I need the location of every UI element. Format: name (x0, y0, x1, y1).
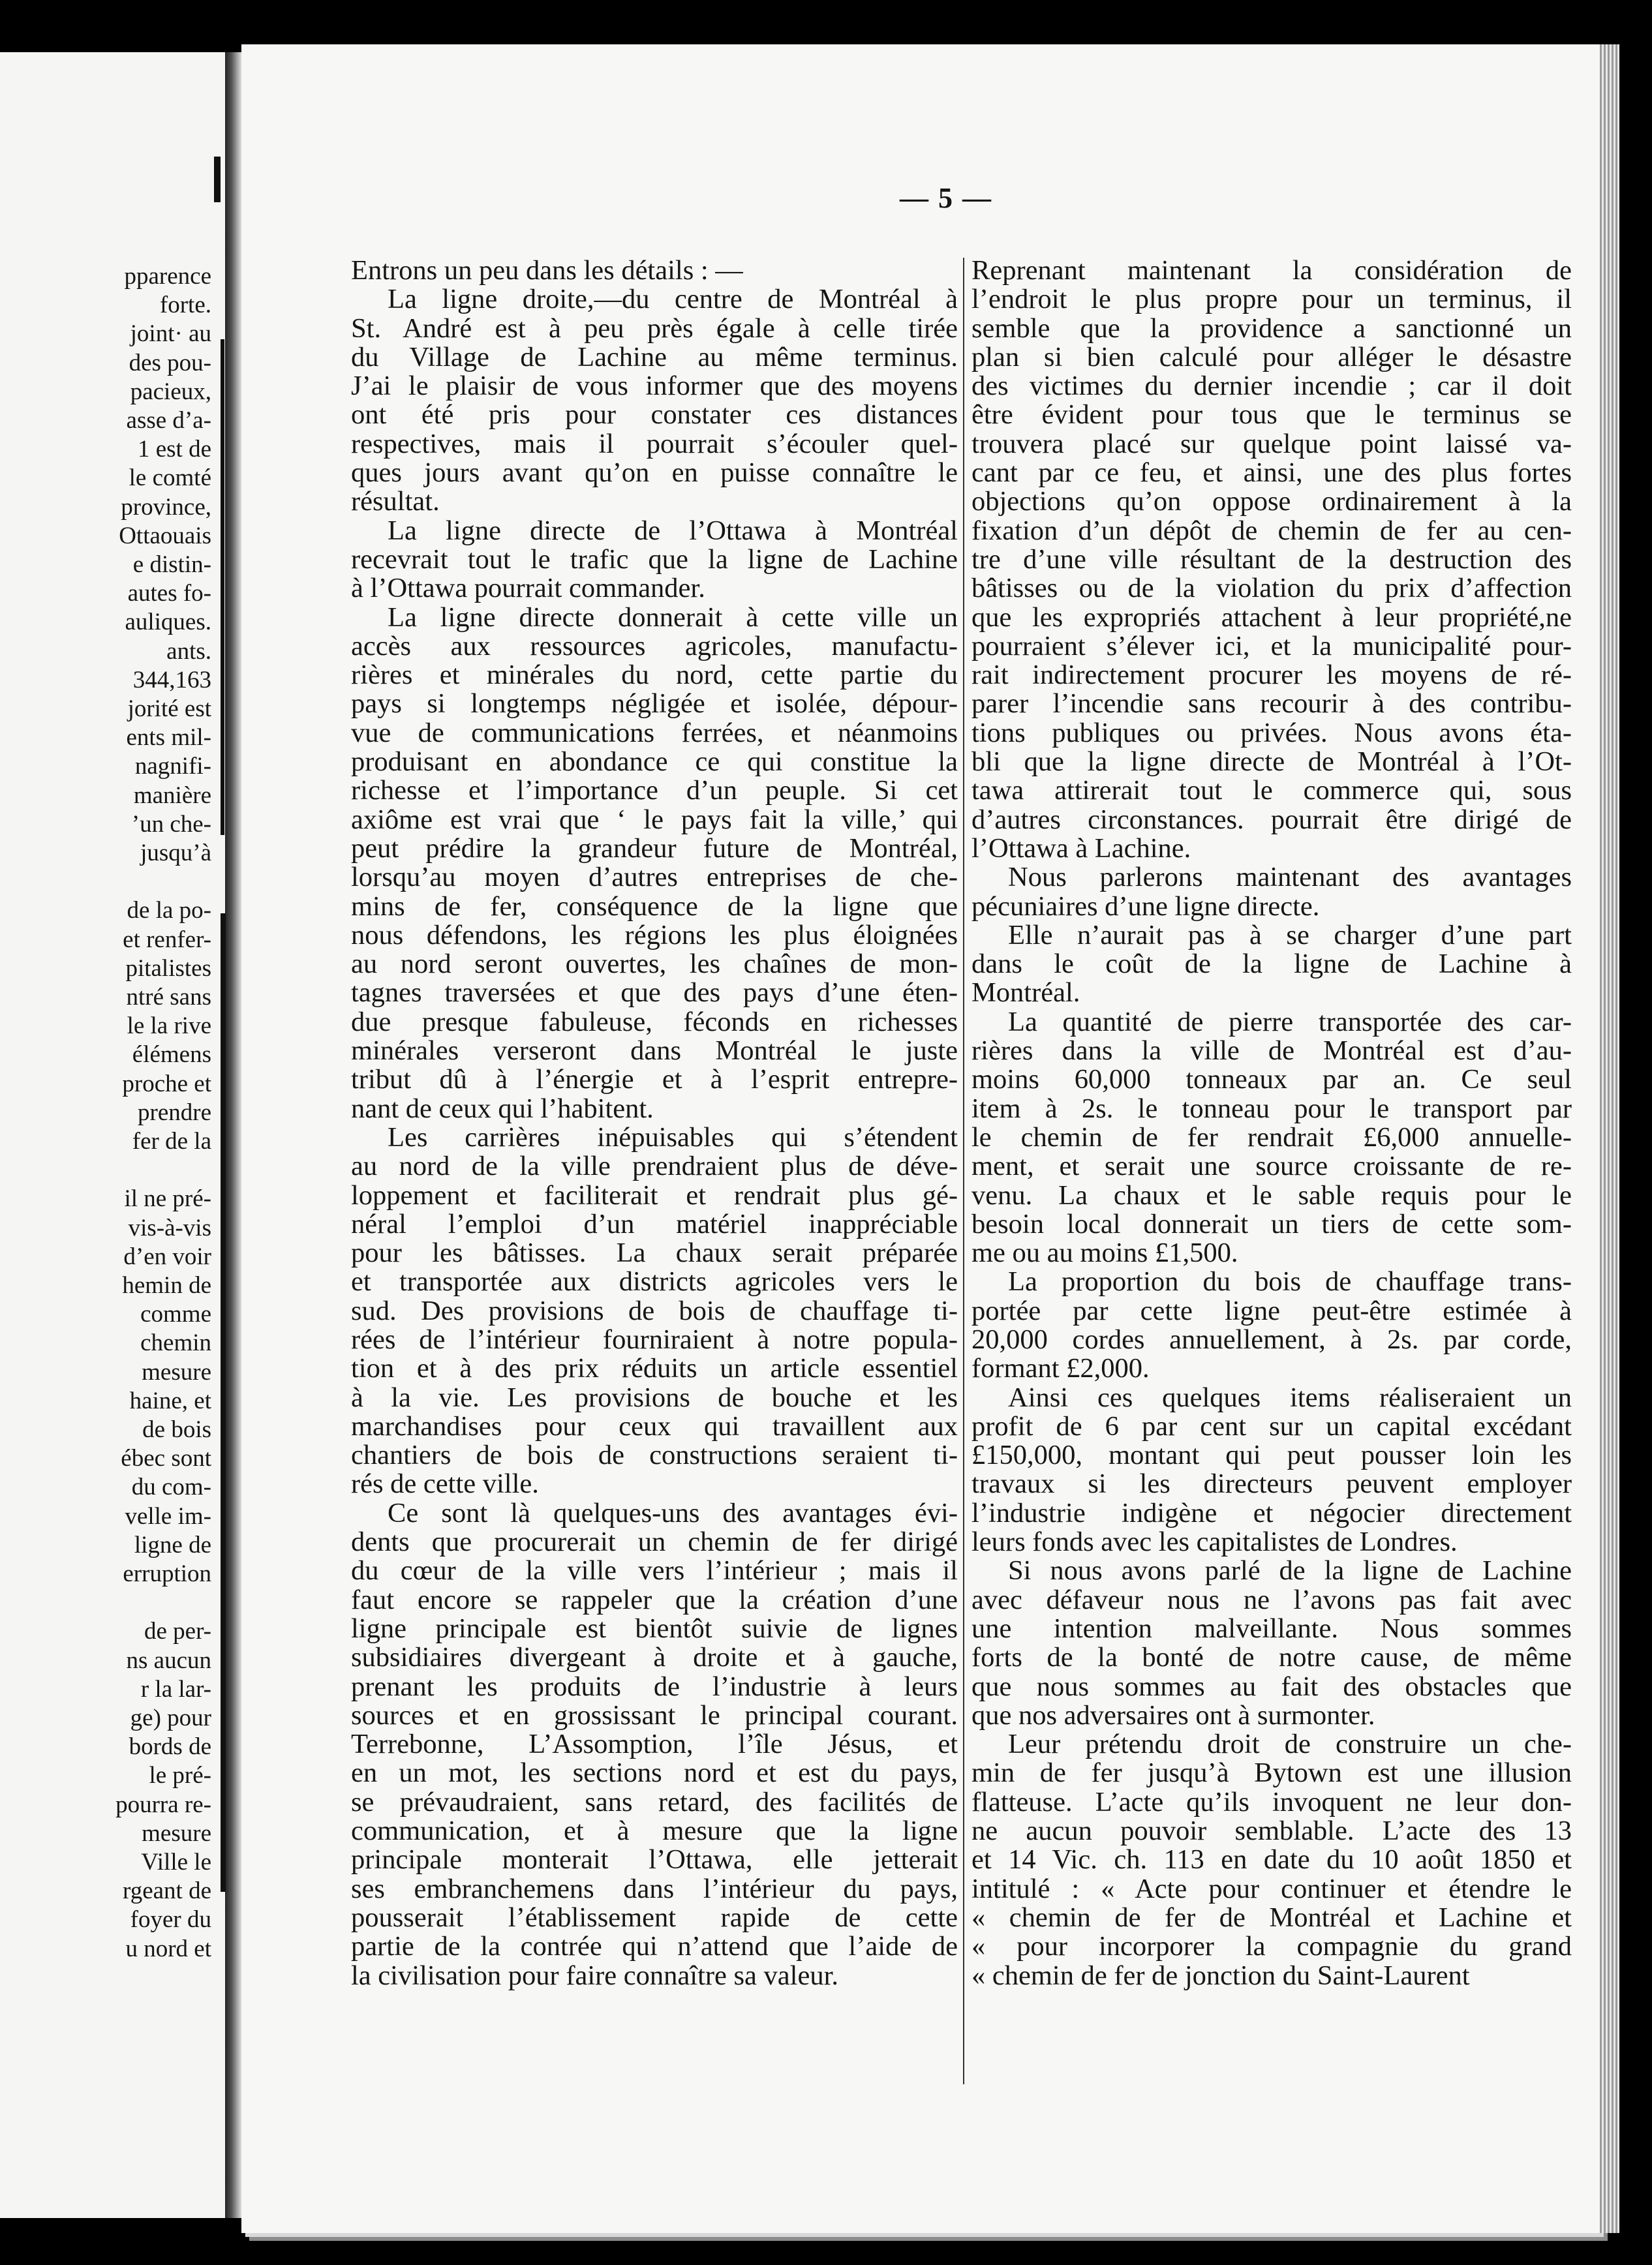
text-line: avec défaveur nous ne l’avons pas fait avec (971, 1585, 1572, 1615)
text-line: être évident pour tous que le terminus se (971, 401, 1572, 430)
fragment-line: hemin de (122, 1272, 211, 1299)
facing-page-fragment (0, 52, 225, 2218)
fragment-line: du com- (131, 1474, 211, 1501)
text-line: rés de cette ville. (351, 1470, 539, 1499)
text-line: min de fer jusqu’à Bytown est une illusion (971, 1759, 1572, 1788)
fragment-line: ntré sans (126, 984, 211, 1011)
text-line: prenant les produits de l’industrie à leurs (351, 1672, 958, 1701)
fragment-line: 1 est de (137, 436, 211, 463)
left-column (351, 256, 958, 1990)
text-line: moins 60,000 tonneaux par an. Ce seul (971, 1065, 1572, 1095)
text-line: vue de communications ferrées, et néanmoins (351, 718, 958, 748)
text-line: Entrons un peu dans les détails : — (351, 256, 743, 286)
text-line: « chemin de fer de Montréal et Lachine et (971, 1903, 1572, 1933)
text-line: ques jours avant qu’on en puisse connaître le (351, 459, 958, 488)
fragment-line: haine, et (129, 1387, 211, 1414)
fragment-line: pacieux, (130, 378, 211, 405)
fragment-line: ’un che- (131, 810, 211, 838)
fragment-line: et renfer- (123, 926, 211, 953)
text-line: travaux si les directeurs peuvent employer (971, 1470, 1572, 1499)
text-line: Ce sont là quelques-uns des avantages évi- (388, 1498, 958, 1528)
fragment-line: Ottaouais (119, 522, 211, 549)
text-line: accès aux ressources agricoles, manufactu- (351, 631, 958, 661)
fragment-line: e distin- (132, 551, 211, 578)
text-line: principale monterait l’Ottawa, elle jetterait (351, 1846, 958, 1875)
fragment-line: foyer du (130, 1906, 211, 1934)
text-line: lorsqu’au moyen d’autres entreprises de che- (351, 863, 958, 892)
text-line: au nord de la ville prendraient plus de déve- (351, 1152, 958, 1181)
text-line: Ainsi ces quelques items réaliseraient un (1008, 1383, 1572, 1412)
text-line: nant de ceux qui l’habitent. (351, 1094, 654, 1123)
text-line: objections qu’on oppose ordinairement à la (971, 487, 1572, 517)
fragment-line: élémens (132, 1041, 211, 1069)
text-line: ment, et serait une source croissante de re- (971, 1152, 1572, 1181)
page-edges (1600, 44, 1619, 2233)
text-line: nous défendons, les régions les plus éloignées (351, 920, 958, 950)
text-line: le chemin de fer rendrait £6,000 annuelle- (971, 1123, 1572, 1153)
text-line: rait indirectement procurer les moyens de ré- (971, 661, 1572, 690)
text-line: à l’Ottawa pourrait commander. (351, 574, 705, 603)
text-line: plan si bien calculé pour alléger le désastre (971, 342, 1572, 372)
binding-thread (221, 913, 226, 1892)
fragment-line: prendre (138, 1099, 211, 1126)
text-line: que les expropriés attachent à leur propriété,ne (971, 603, 1572, 632)
text-line: J’ai le plaisir de vous informer que des moyens (351, 372, 958, 401)
text-line: respectives, mais il pourrait s’écouler quel- (351, 429, 958, 459)
fragment-line: Ville le (141, 1849, 211, 1876)
text-line: l’industrie indigène et négocier directement (971, 1498, 1572, 1528)
text-line: item à 2s. le tonneau pour le transport par (971, 1094, 1572, 1123)
fragment-line: ants. (166, 637, 211, 665)
fragment-line: il ne pré- (124, 1185, 211, 1213)
fragment-line: auliques. (125, 609, 211, 636)
fragment-line: vis-à-vis (128, 1214, 211, 1241)
fragment-line: pparence (124, 263, 211, 290)
text-line: me ou au moins £1,500. (971, 1239, 1238, 1268)
text-line: tions publiques ou privées. Nous avons éta- (971, 718, 1572, 748)
text-line: parer l’incendie sans recourir à des contribu- (971, 690, 1572, 719)
text-line: dans le coût de la ligne de Lachine à (971, 950, 1572, 979)
fragment-line: joint· au (130, 320, 211, 348)
fragment-line: le comté (129, 464, 211, 492)
text-line: bâtisses ou de la violation du prix d’affection (971, 574, 1572, 603)
text-line: tion et à des prix réduits un article essentiel (351, 1354, 958, 1384)
text-line: sources et en grossissant le principal courant. (351, 1701, 958, 1731)
fragment-line: erruption (123, 1560, 211, 1587)
text-line: une intention malveillante. Nous sommes (971, 1614, 1572, 1644)
fragment-line: asse d’a- (126, 407, 211, 434)
binding-thread (214, 157, 221, 202)
text-line: tawa attirerait tout le commerce qui, sous (971, 776, 1572, 806)
text-line: du Village de Lachine au même terminus. (351, 342, 958, 372)
fragment-line: pourra re- (115, 1791, 211, 1818)
text-line: faut encore se rappeler que la création d’une (351, 1585, 958, 1615)
fragment-line: ébec sont (121, 1445, 211, 1472)
text-line: La proportion du bois de chauffage trans- (1008, 1268, 1572, 1297)
text-line: tre d’une ville résultant de la destruction des (971, 545, 1572, 575)
fragment-line: jusqu’à (140, 840, 211, 866)
fragment-line: de per- (144, 1618, 211, 1645)
text-line: communication, et à mesure que la ligne (351, 1817, 958, 1846)
text-line: en un mot, les sections nord et est du pays, (351, 1759, 958, 1788)
text-line: semble que la providence a sanctionné un (971, 314, 1572, 343)
text-line: portée par cette ligne peut-être estimée à (971, 1296, 1572, 1326)
text-line: et transportée aux districts agricoles vers le (351, 1268, 958, 1297)
text-line: Terrebonne, L’Assomption, l’île Jésus, et (351, 1730, 958, 1759)
text-line: loppement et faciliterait et rendrait plus gé- (351, 1181, 958, 1210)
fragment-line: bords de (129, 1733, 211, 1761)
fragment-line: d’en voir (123, 1243, 211, 1270)
text-line: chantiers de bois de constructions seraient ti- (351, 1441, 958, 1470)
text-line: Nous parlerons maintenant des avantages (1008, 863, 1572, 892)
text-line: rières dans la ville de Montréal est d’au- (971, 1037, 1572, 1066)
text-line: ont été pris pour constater ces distances (351, 401, 958, 430)
text-line: à la vie. Les provisions de bouche et les (351, 1383, 958, 1412)
fragment-line: u nord et (125, 1935, 211, 1962)
fragment-line: pitalistes (125, 954, 211, 982)
right-column (971, 256, 1572, 1990)
fragment-line: proche et (122, 1070, 211, 1097)
fragment-line: fer de la (132, 1128, 211, 1155)
fragment-line: autes fo- (127, 580, 211, 607)
fragment-line: ligne de (134, 1531, 211, 1558)
fragment-line: mesure (142, 1358, 211, 1386)
text-line: sud. Des provisions de bois de chauffage ti- (351, 1296, 958, 1326)
fragment-line: 344,163 (132, 666, 211, 693)
fragment-line: jorité est (127, 695, 211, 722)
text-line: que nos adversaires ont à surmonter. (971, 1701, 1375, 1731)
text-line: cant par ce feu, et ainsi, une des plus fortes (971, 459, 1572, 488)
fragment-line: ge) pour (130, 1705, 211, 1731)
text-line: l’endroit le plus propre pour un terminus, il (971, 285, 1572, 314)
text-line: fixation d’un dépôt de chemin de fer au cen- (971, 516, 1572, 545)
fragment-line: nagnifi- (134, 753, 211, 780)
text-line: axiôme est vrai que ‘ le pays fait la ville,’ qui (351, 805, 958, 834)
text-line: « pour incorporer la compagnie du grand (971, 1932, 1572, 1962)
text-line: se prévaudraient, sans retard, des facilités de (351, 1787, 958, 1817)
text-line: ne aucun pouvoir semblable. L’acte des 13 (971, 1817, 1572, 1846)
text-line: tribut dû à l’énergie et à l’esprit entrepre- (351, 1065, 958, 1095)
text-line: pays si longtemps négligée et isolée, dépour- (351, 690, 958, 719)
binding-thread (221, 339, 224, 835)
text-line: £150,000, montant qui peut pousser loin les (971, 1441, 1572, 1470)
text-line: La quantité de pierre transportée des car- (1008, 1007, 1572, 1037)
text-line: leurs fonds avec les capitalistes de Londres. (971, 1528, 1458, 1557)
text-line: minérales verseront dans Montréal le juste (351, 1037, 958, 1066)
column-rule (963, 258, 964, 2084)
fragment-line: forte. (159, 292, 211, 319)
text-line: trouvera placé sur quelque point laissé va- (971, 429, 1572, 459)
text-line: ligne principale est bientôt suivie de lignes (351, 1614, 958, 1644)
fragment-line: ns aucun (126, 1647, 211, 1674)
text-line: intitulé : « Acte pour continuer et étendre le (971, 1874, 1572, 1904)
text-line: recevrait tout le trafic que la ligne de Lachine (351, 545, 958, 575)
text-line: « chemin de fer de jonction du Saint-Laurent (971, 1961, 1470, 1990)
text-line: rées de l’intérieur fourniraient à notre popula- (351, 1325, 958, 1355)
text-line: pousserait l’établissement rapide de cette (351, 1903, 958, 1933)
text-line: forts de la bonté de notre cause, de même (971, 1643, 1572, 1673)
text-line: marchandises pour ceux qui travaillent aux (351, 1412, 958, 1442)
text-line: Reprenant maintenant la considération de (971, 256, 1572, 286)
text-line: bli que la ligne directe de Montréal à l’Ot- (971, 748, 1572, 777)
text-line: Leur prétendu droit de construire un che- (1008, 1730, 1572, 1759)
text-line: ses embranchemens dans l’intérieur du pays, (351, 1874, 958, 1904)
text-line: subsidiaires divergeant à droite et à gauche, (351, 1643, 958, 1673)
fragment-line: ents mil- (126, 724, 211, 752)
text-line: produisant en abondance ce qui constitue la (351, 748, 958, 777)
fragment-line: chemin (140, 1330, 211, 1357)
text-line: La ligne directe donnerait à cette ville un (388, 603, 958, 632)
text-line: néral l’emploi d’un matériel inappréciable (351, 1209, 958, 1239)
fragment-line: mesure (142, 1819, 211, 1847)
page-number: — 5 — (900, 182, 992, 214)
text-line: profit de 6 par cent sur un capital excédant (971, 1412, 1572, 1442)
fragment-line: province, (121, 493, 211, 521)
text-line: pour les bâtisses. La chaux serait préparée (351, 1239, 958, 1268)
fragment-line: comme (140, 1301, 211, 1328)
text-line: richesse et l’importance d’un peuple. Si cet (351, 776, 958, 806)
text-line: Si nous avons parlé de la ligne de Lachine (1008, 1557, 1572, 1586)
text-line: l’Ottawa à Lachine. (971, 834, 1191, 864)
text-line: venu. La chaux et le sable requis pour le (971, 1181, 1572, 1210)
fragment-line: des pou- (129, 349, 211, 376)
book-gutter (225, 52, 241, 2218)
text-line: partie de la contrée qui n’attend que l’aide de (351, 1932, 958, 1962)
text-line: besoin local donnerait un tiers de cette som- (971, 1209, 1572, 1239)
text-line: flatteuse. L’acte qu’ils invoquent ne leur don- (971, 1787, 1572, 1817)
text-line: formant £2,000. (971, 1354, 1150, 1384)
text-line: que nous sommes au fait des obstacles que (971, 1672, 1572, 1701)
text-line: pécuniaires d’une ligne directe. (971, 892, 1320, 921)
text-line: St. André est à peu près égale à celle tirée (351, 314, 958, 343)
text-line: Les carrières inépuisables qui s’étendent (388, 1123, 958, 1153)
text-line: rières et minérales du nord, cette partie du (351, 661, 958, 690)
text-line: due presque fabuleuse, féconds en richesses (351, 1007, 958, 1037)
text-line: du cœur de la ville vers l’intérieur ; mais il (351, 1557, 958, 1586)
text-line: La ligne directe de l’Ottawa à Montréal (388, 516, 958, 545)
fragment-line: de la po- (127, 897, 211, 924)
text-line: dents que procurerait un chemin de fer dirigé (351, 1528, 958, 1557)
text-line: la civilisation pour faire connaître sa valeur. (351, 1961, 839, 1990)
text-line: peut prédire la grandeur future de Montréal, (351, 834, 958, 864)
fragment-line: rgeant de (123, 1877, 211, 1905)
fragment-line: r la lar- (140, 1675, 211, 1703)
fragment-line: le pré- (149, 1762, 211, 1789)
text-line: des victimes du dernier incendie ; car il doit (971, 372, 1572, 401)
text-line: résultat. (351, 487, 440, 517)
fragment-line: manière (133, 782, 211, 809)
text-line: 20,000 cordes annuellement, à 2s. par corde, (971, 1325, 1572, 1355)
text-line: Elle n’aurait pas à se charger d’une part (1008, 920, 1572, 950)
fragment-line: velle im- (125, 1502, 211, 1530)
text-line: tagnes traversées et que des pays d’une éten- (351, 979, 958, 1008)
text-line: au nord seront ouvertes, les chaînes de mon- (351, 950, 958, 979)
fragment-line: de bois (142, 1416, 211, 1443)
text-line: pourraient s’élever ici, et la municipalité pour- (971, 631, 1572, 661)
text-line: La ligne droite,—du centre de Montréal à (388, 285, 958, 314)
fragment-line: le la rive (127, 1012, 211, 1040)
text-line: et 14 Vic. ch. 113 en date du 10 août 1850 et (971, 1846, 1572, 1875)
text-line: d’autres circonstances. pourrait être dirigé de (971, 805, 1572, 834)
text-line: Montréal. (971, 979, 1080, 1008)
text-line: mins de fer, conséquence de la ligne que (351, 892, 958, 921)
